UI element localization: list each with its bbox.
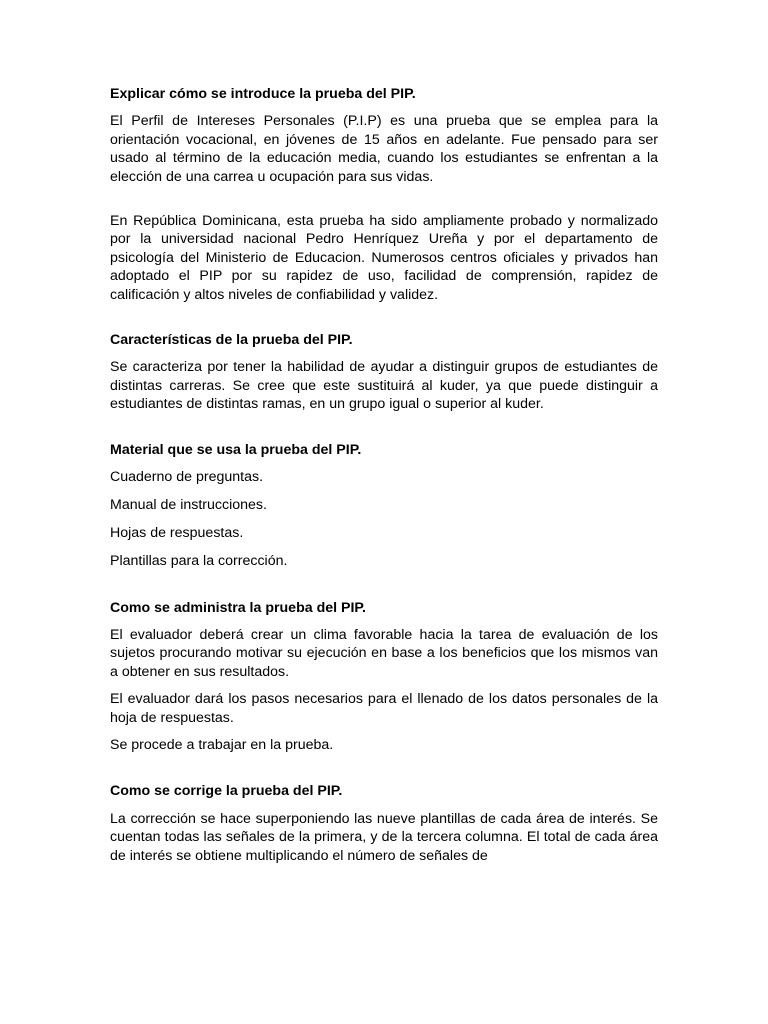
section-heading: Como se corrige la prueba del PIP. [110, 783, 343, 800]
section-heading: Como se administra la prueba del PIP. [110, 599, 366, 616]
paragraph: En República Dominicana, esta prueba ha sido ampliamente probado y normalizado por la universidad nacional Pedro Henríquez Ureña y por el departamento de psicología del Ministerio de Educacion. Numerosos centros oficiales y privados han adoptado el PIP por su rapidez de uso, facilidad de comprensión, rapidez de calificación y altos niveles de confiabilidad y validez. [110, 213, 658, 303]
section-republica-dominicana [110, 212, 658, 304]
list-item: Manual de instrucciones. [110, 497, 267, 514]
paragraph: El Perfil de Intereses Personales (P.I.P) es una prueba que se emplea para la orientación vocacional, en jóvenes de 15 años en adelante. Fue pensado para ser usado al término de la educación media, cuando los estudiantes se enfrentan a la elección de una carrea u ocupación para sus vidas. [110, 113, 658, 185]
list-item: Plantillas para la corrección. [110, 553, 288, 570]
section-heading: Material que se usa la prueba del PIP. [110, 441, 362, 458]
paragraph: Se procede a trabajar en la prueba. [110, 736, 334, 753]
paragraph: La corrección se hace superponiendo las nueve plantillas de cada área de interés. Se cuentan todas las señales de la primera, y de la tercera columna. El total de cada área de interés se obtiene multiplicando el número de señales de [110, 810, 658, 864]
document-body [110, 85, 658, 874]
paragraph: Se caracteriza por tener la habilidad de ayudar a distinguir grupos de estudiantes de distintas carreras. Se cree que este sustituirá al kuder, ya que puede distinguir a estudiantes de distintas ramas, en un grupo igual o superior al kuder. [110, 359, 658, 413]
list-item: Cuaderno de preguntas. [110, 469, 264, 486]
paragraph: El evaluador deberá crear un clima favorable hacia la tarea de evaluación de los sujetos procurando motivar su ejecución en base a los beneficios que los mismos van a obtener en sus resultados. [110, 626, 658, 680]
section-material [110, 441, 658, 571]
section-caracteristicas [110, 331, 658, 414]
section-introduccion [110, 85, 658, 186]
paragraph: El evaluador dará los pasos necesarios para el llenado de los datos personales de la hoja de respuestas. [110, 691, 658, 726]
section-correccion [110, 782, 658, 865]
list-item: Hojas de respuestas. [110, 525, 244, 542]
section-heading: Características de la prueba del PIP. [110, 332, 353, 349]
section-administracion [110, 599, 658, 755]
section-heading: Explicar cómo se introduce la prueba del PIP. [110, 86, 416, 102]
